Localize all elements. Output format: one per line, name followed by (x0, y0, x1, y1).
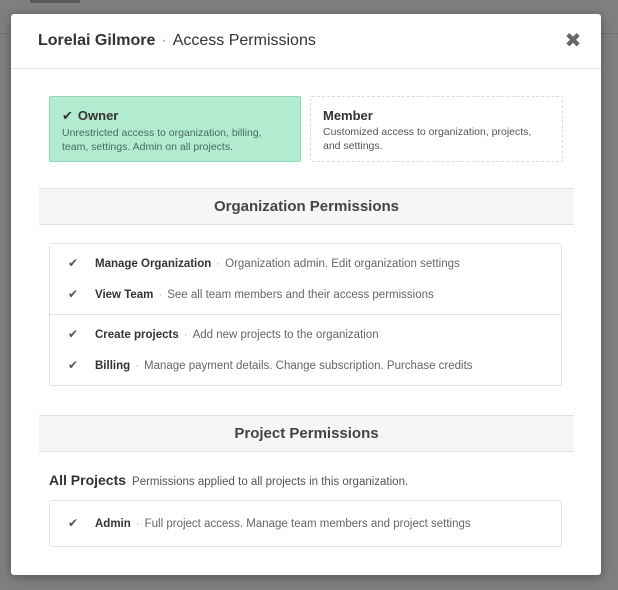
project-permissions-heading: Project Permissions (39, 415, 574, 452)
permission-name: Create projects (95, 329, 179, 341)
permission-description: Full project access. Manage team members and project settings (144, 518, 471, 530)
role-member-description: Customized access to organization, projects, and settings. (323, 126, 532, 152)
permission-group (50, 314, 561, 385)
permission-group (50, 501, 561, 546)
close-icon[interactable]: ✖ (564, 28, 582, 52)
role-member-card[interactable] (310, 96, 563, 162)
modal-header (11, 14, 601, 69)
project-permissions-list (49, 500, 562, 547)
permission-description: Add new projects to the organization (192, 329, 379, 341)
separator-dot: · (183, 329, 188, 341)
check-icon: ✔ (68, 327, 79, 341)
permission-description: See all team members and their access permissions (167, 289, 434, 301)
permission-row-billing (50, 350, 561, 381)
permission-name: Billing (95, 360, 131, 372)
user-name: Lorelai Gilmore (38, 32, 156, 49)
permission-description: Manage payment details. Change subscription. Purchase credits (143, 360, 473, 372)
permission-name: View Team (95, 289, 154, 301)
title-text: Access Permissions (172, 32, 316, 49)
check-icon: ✔ (68, 256, 79, 270)
permission-description: Organization admin. Edit organization settings (225, 258, 460, 270)
background-tab (30, 0, 80, 3)
check-icon: ✔ (62, 109, 73, 124)
separator-dot: · (158, 289, 163, 301)
all-projects-description: Permissions applied to all projects in this organization. (132, 476, 409, 488)
role-selector (49, 96, 563, 164)
separator-dot: · (216, 258, 221, 270)
permission-row-manage-organization (50, 248, 561, 279)
separator-dot: · (135, 360, 139, 372)
permission-group (50, 244, 561, 314)
permission-row-view-team (50, 279, 561, 310)
all-projects-title: All Projects (49, 472, 127, 488)
separator-dot: · (135, 518, 140, 530)
check-icon: ✔ (68, 287, 79, 301)
check-icon: ✔ (68, 516, 79, 530)
modal-title (38, 32, 316, 50)
role-owner-card[interactable] (49, 96, 301, 162)
role-owner-description: Unrestricted access to organization, billing, team, settings. Admin on all projects. (62, 127, 262, 153)
role-member-title: Member (323, 108, 373, 123)
organization-permissions-heading: Organization Permissions (39, 188, 574, 225)
title-separator: · (161, 32, 167, 49)
all-projects-row (49, 472, 408, 488)
permission-row-create-projects (50, 319, 561, 350)
role-owner-label: Owner (77, 108, 119, 123)
check-icon: ✔ (68, 358, 79, 372)
permission-row-admin (50, 508, 561, 539)
permission-name: Manage Organization (95, 258, 212, 270)
organization-permissions-list (49, 243, 562, 386)
role-owner-title (62, 108, 288, 124)
access-permissions-modal (11, 14, 601, 575)
permission-name: Admin (95, 518, 131, 530)
